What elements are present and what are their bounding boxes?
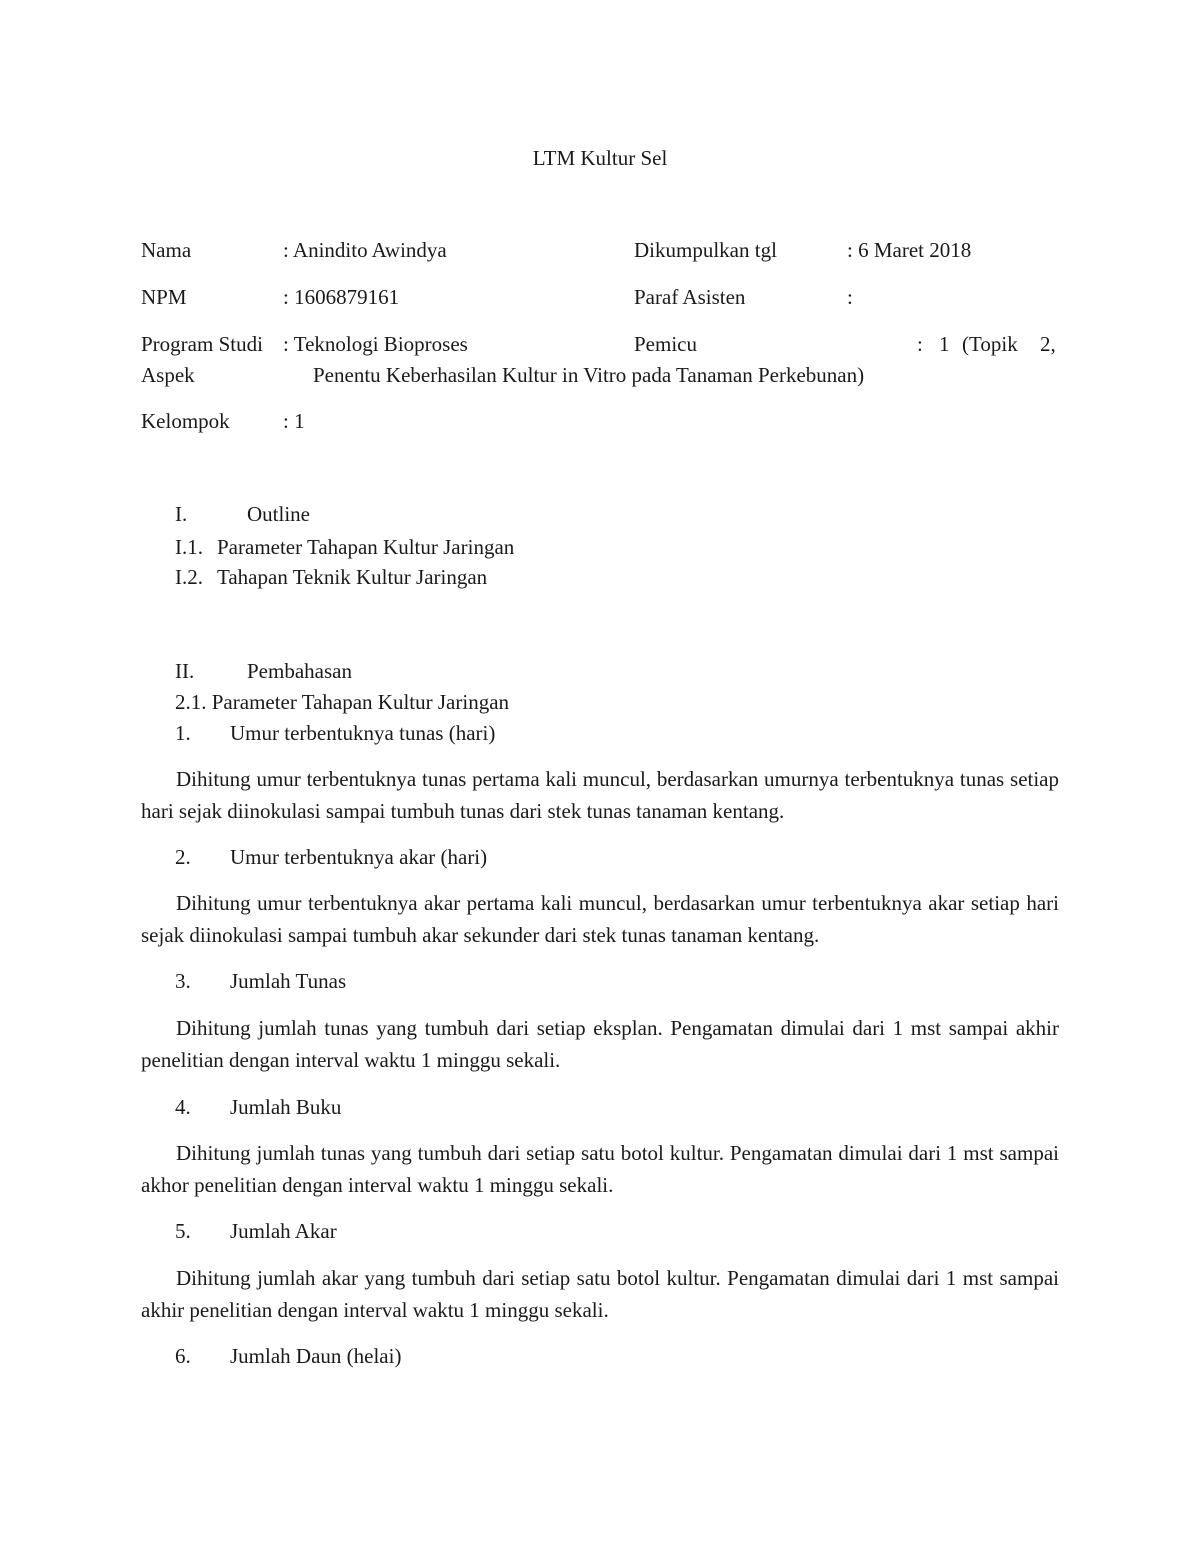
- item-body-text: Dihitung jumlah akar yang tumbuh dari setiap satu botol kultur. Pengamatan dimulai dari 1 mst sampai akhir penelitian dengan interval waktu 1 minggu sekali.: [141, 1266, 1059, 1322]
- item-body: [141, 1137, 1059, 1201]
- nama-value: : Anindito Awindya: [283, 238, 447, 262]
- npm-value: : 1606879161: [283, 285, 400, 309]
- item-number: 4.: [175, 1095, 191, 1119]
- paraf-label: Paraf Asisten: [634, 285, 746, 309]
- pembahasan-numeral: II.: [175, 659, 195, 683]
- item-number: 3.: [175, 969, 191, 993]
- item-body: [141, 1012, 1059, 1076]
- aspek-label: Aspek: [141, 363, 195, 387]
- paraf-value: :: [847, 285, 853, 309]
- item-title: Umur terbentuknya tunas (hari): [230, 721, 496, 745]
- pembahasan-subheading: 2.1. Parameter Tahapan Kultur Jaringan: [175, 690, 510, 714]
- pemicu-number: 1: [939, 332, 950, 356]
- pemicu-colon: :: [917, 332, 923, 356]
- item-number: 2.: [175, 845, 191, 869]
- kelompok-value: : 1: [283, 409, 305, 433]
- item-body-text: Dihitung umur terbentuknya tunas pertama kali muncul, berdasarkan umurnya terbentuknya tunas setiap hari sejak diinokulasi sampai tumbuh tunas dari stek tunas tanaman kentang.: [141, 767, 1059, 823]
- pemicu-topik: (Topik: [962, 332, 1018, 356]
- outline-item-number: I.1.: [175, 535, 203, 559]
- pembahasan-heading: Pembahasan: [247, 659, 352, 683]
- item-body: [141, 887, 1059, 951]
- outline-item-text: Parameter Tahapan Kultur Jaringan: [217, 535, 515, 559]
- dikumpulkan-value: : 6 Maret 2018: [847, 238, 972, 262]
- prodi-label: Program Studi: [141, 332, 263, 356]
- item-body-text: Dihitung jumlah tunas yang tumbuh dari setiap satu botol kultur. Pengamatan dimulai dari 1 mst sampai akhor penelitian dengan interval waktu 1 minggu sekali.: [141, 1141, 1059, 1197]
- outline-item-text: Tahapan Teknik Kultur Jaringan: [217, 565, 488, 589]
- item-number: 5.: [175, 1219, 191, 1243]
- kelompok-label: Kelompok: [141, 409, 230, 433]
- prodi-value: : Teknologi Bioproses: [283, 332, 468, 356]
- item-title: Umur terbentuknya akar (hari): [230, 845, 488, 869]
- item-body-text: Dihitung jumlah tunas yang tumbuh dari setiap eksplan. Pengamatan dimulai dari 1 mst sampai akhir penelitian dengan interval waktu 1 minggu sekali.: [141, 1016, 1059, 1072]
- item-title: Jumlah Tunas: [230, 969, 347, 993]
- item-title: Jumlah Buku: [230, 1095, 342, 1119]
- item-body: [141, 1262, 1059, 1326]
- pemicu-label: Pemicu: [634, 332, 697, 356]
- pemicu-topik-number: 2,: [1040, 332, 1056, 356]
- dikumpulkan-label: Dikumpulkan tgl: [634, 238, 777, 262]
- document-title: LTM Kultur Sel: [532, 146, 668, 170]
- npm-label: NPM: [141, 285, 187, 309]
- outline-heading: Outline: [247, 502, 310, 526]
- item-body-text: Dihitung umur terbentuknya akar pertama kali muncul, berdasarkan umur terbentuknya akar setiap hari sejak diinokulasi sampai tumbuh akar sekunder dari stek tunas tanaman kentang.: [141, 891, 1059, 947]
- item-body: [141, 763, 1059, 827]
- outline-numeral: I.: [175, 502, 188, 526]
- aspek-value: Penentu Keberhasilan Kultur in Vitro pada Tanaman Perkebunan): [313, 363, 865, 387]
- item-title: Jumlah Daun (helai): [230, 1344, 402, 1368]
- outline-item-number: I.2.: [175, 565, 203, 589]
- item-title: Jumlah Akar: [230, 1219, 337, 1243]
- nama-label: Nama: [141, 238, 192, 262]
- item-number: 1.: [175, 721, 191, 745]
- item-number: 6.: [175, 1344, 191, 1368]
